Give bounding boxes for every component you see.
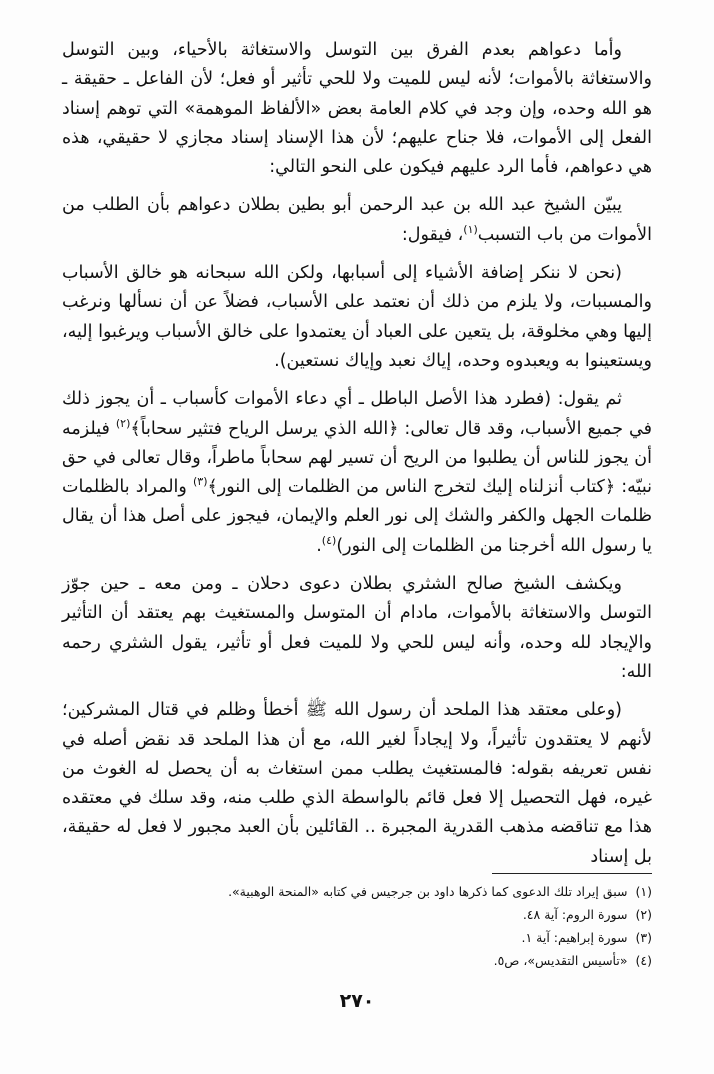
footnotes <box>62 880 652 972</box>
main-text <box>62 36 652 872</box>
footnote-text: «تأسيس التقديس»، ص٥. <box>493 953 628 968</box>
page-number: ٢٧٠ <box>339 990 375 1012</box>
footnote-ref-2: (٢) <box>115 416 131 430</box>
paragraph-5: ويكشف الشيخ صالح الشثري بطلان دعوى دحلان ـ ومن معه ـ حين جوّز التوسل والاستغاثة بالأموات، مادام أن المتوسل والمستغيث بهم يعتقد أن التأثير والإيجاد لله وحده، وأنه ليس للحي ولا للميت فعل أو تأثير، يقول الشثري رحمه الله: <box>62 574 652 682</box>
footnote-separator <box>492 873 652 874</box>
footnote-3 <box>62 926 652 949</box>
footnote-text: سورة الروم: آية ٤٨. <box>522 907 628 922</box>
paragraph-4: ثم يقول: (فطرد هذا الأصل الباطل ـ أي دعاء الأموات كأسباب ـ أن يجوز ذلك في جميع الأسباب، وقد قال تعالى: ﴿الله الذي يرسل الرياح فتثير سحاباً﴾$^{(٢)}$ فيلزمه أن يجوز للناس أن يطلبوا من الريح أن تسير لهم سحاباً ماطراً، وقال تعالى في حق نبيّه: ﴿كتاب أنزلناه إليك لتخرج الناس من الظلمات إلى النور﴾$^{(٣)}$ والمراد بالظلمات ظلمات الجهل والكفر والشك إلى نور العلم والإيمان، فيجوز على أصل هذا أن يقال يا رسول الله أخرجنا من الظلمات إلى النور)$^{(٤)}$. <box>62 389 652 556</box>
footnote-1 <box>62 880 652 903</box>
footnote-number: (١) <box>635 884 652 899</box>
paragraph-2: يبيّن الشيخ عبد الله بن عبد الرحمن أبو بطين بطلان دعواهم بأن الطلب من الأموات من باب التسبب$^{(١)}$، فيقول: <box>62 195 652 245</box>
footnote-text: سورة إبراهيم: آية ١. <box>521 930 628 945</box>
footnote-number: (٤) <box>635 953 652 968</box>
footnote-2 <box>62 903 652 926</box>
footnote-number: (٢) <box>635 907 652 922</box>
footnote-number: (٣) <box>635 930 652 945</box>
footnote-ref-4: (٤) <box>321 533 337 547</box>
footnote-text: سبق إيراد تلك الدعوى كما ذكرها داود بن جرجيس في كتابه «المنحة الوهبية». <box>228 884 628 899</box>
footnote-4 <box>62 949 652 972</box>
paragraph-3: (نحن لا ننكر إضافة الأشياء إلى أسبابها، ولكن الله سبحانه هو خالق الأسباب والمسببات، ولا يلزم من ذلك أن نعتمد على الأسباب، فضلاً عن أن نسألها ونرغب إليها وهي مخلوقة، بل يتعين على العباد أن يعتمدوا على خالق الأسباب ويرغبوا إليه، ويستعينوا به ويعبدوه وحده، إياك نعبد وإياك نستعين). <box>62 263 652 371</box>
paragraph-6: (وعلى معتقد هذا الملحد أن رسول الله ﷺ أخطأ وظلم في قتال المشركين؛ لأنهم لا يعتقدون تأثيراً، ولا إيجاداً لغير الله، مع أن هذا الملحد قد نقض أصله في نفس تعريفه بقوله: فالمستغيث يطلب ممن استغاث به أن يحصل له الغوث من غيره، فهل التحصيل إلا فعل قائم بالواسطة الذي طلب منه، وقد سلك في معتقده هذا مع تناقضه مذهب القدرية المجبرة .. القائلين بأن العبد مجبور لا فعل له حقيقة، بل إسناد <box>62 700 652 867</box>
footnote-ref-3: (٣) <box>193 475 208 489</box>
footnote-ref-1: (١) <box>463 222 478 236</box>
paragraph-1: وأما دعواهم بعدم الفرق بين التوسل والاستغاثة بالأحياء، وبين التوسل والاستغاثة بالأموات؛ لأنه ليس للميت ولا للحي تأثير أو فعل؛ لأن الفاعل ـ حقيقة ـ هو الله وحده، وإن وجد في كلام العامة بعض «الألفاظ الموهمة» التي توهم إسناد الفعل إلى الأموات، فلا جناح عليهم؛ لأن هذا الإسناد إسناد مجازي لا حقيقي، هذه هي دعواهم، فأما الرد عليهم فيكون على النحو التالي: <box>62 40 652 178</box>
